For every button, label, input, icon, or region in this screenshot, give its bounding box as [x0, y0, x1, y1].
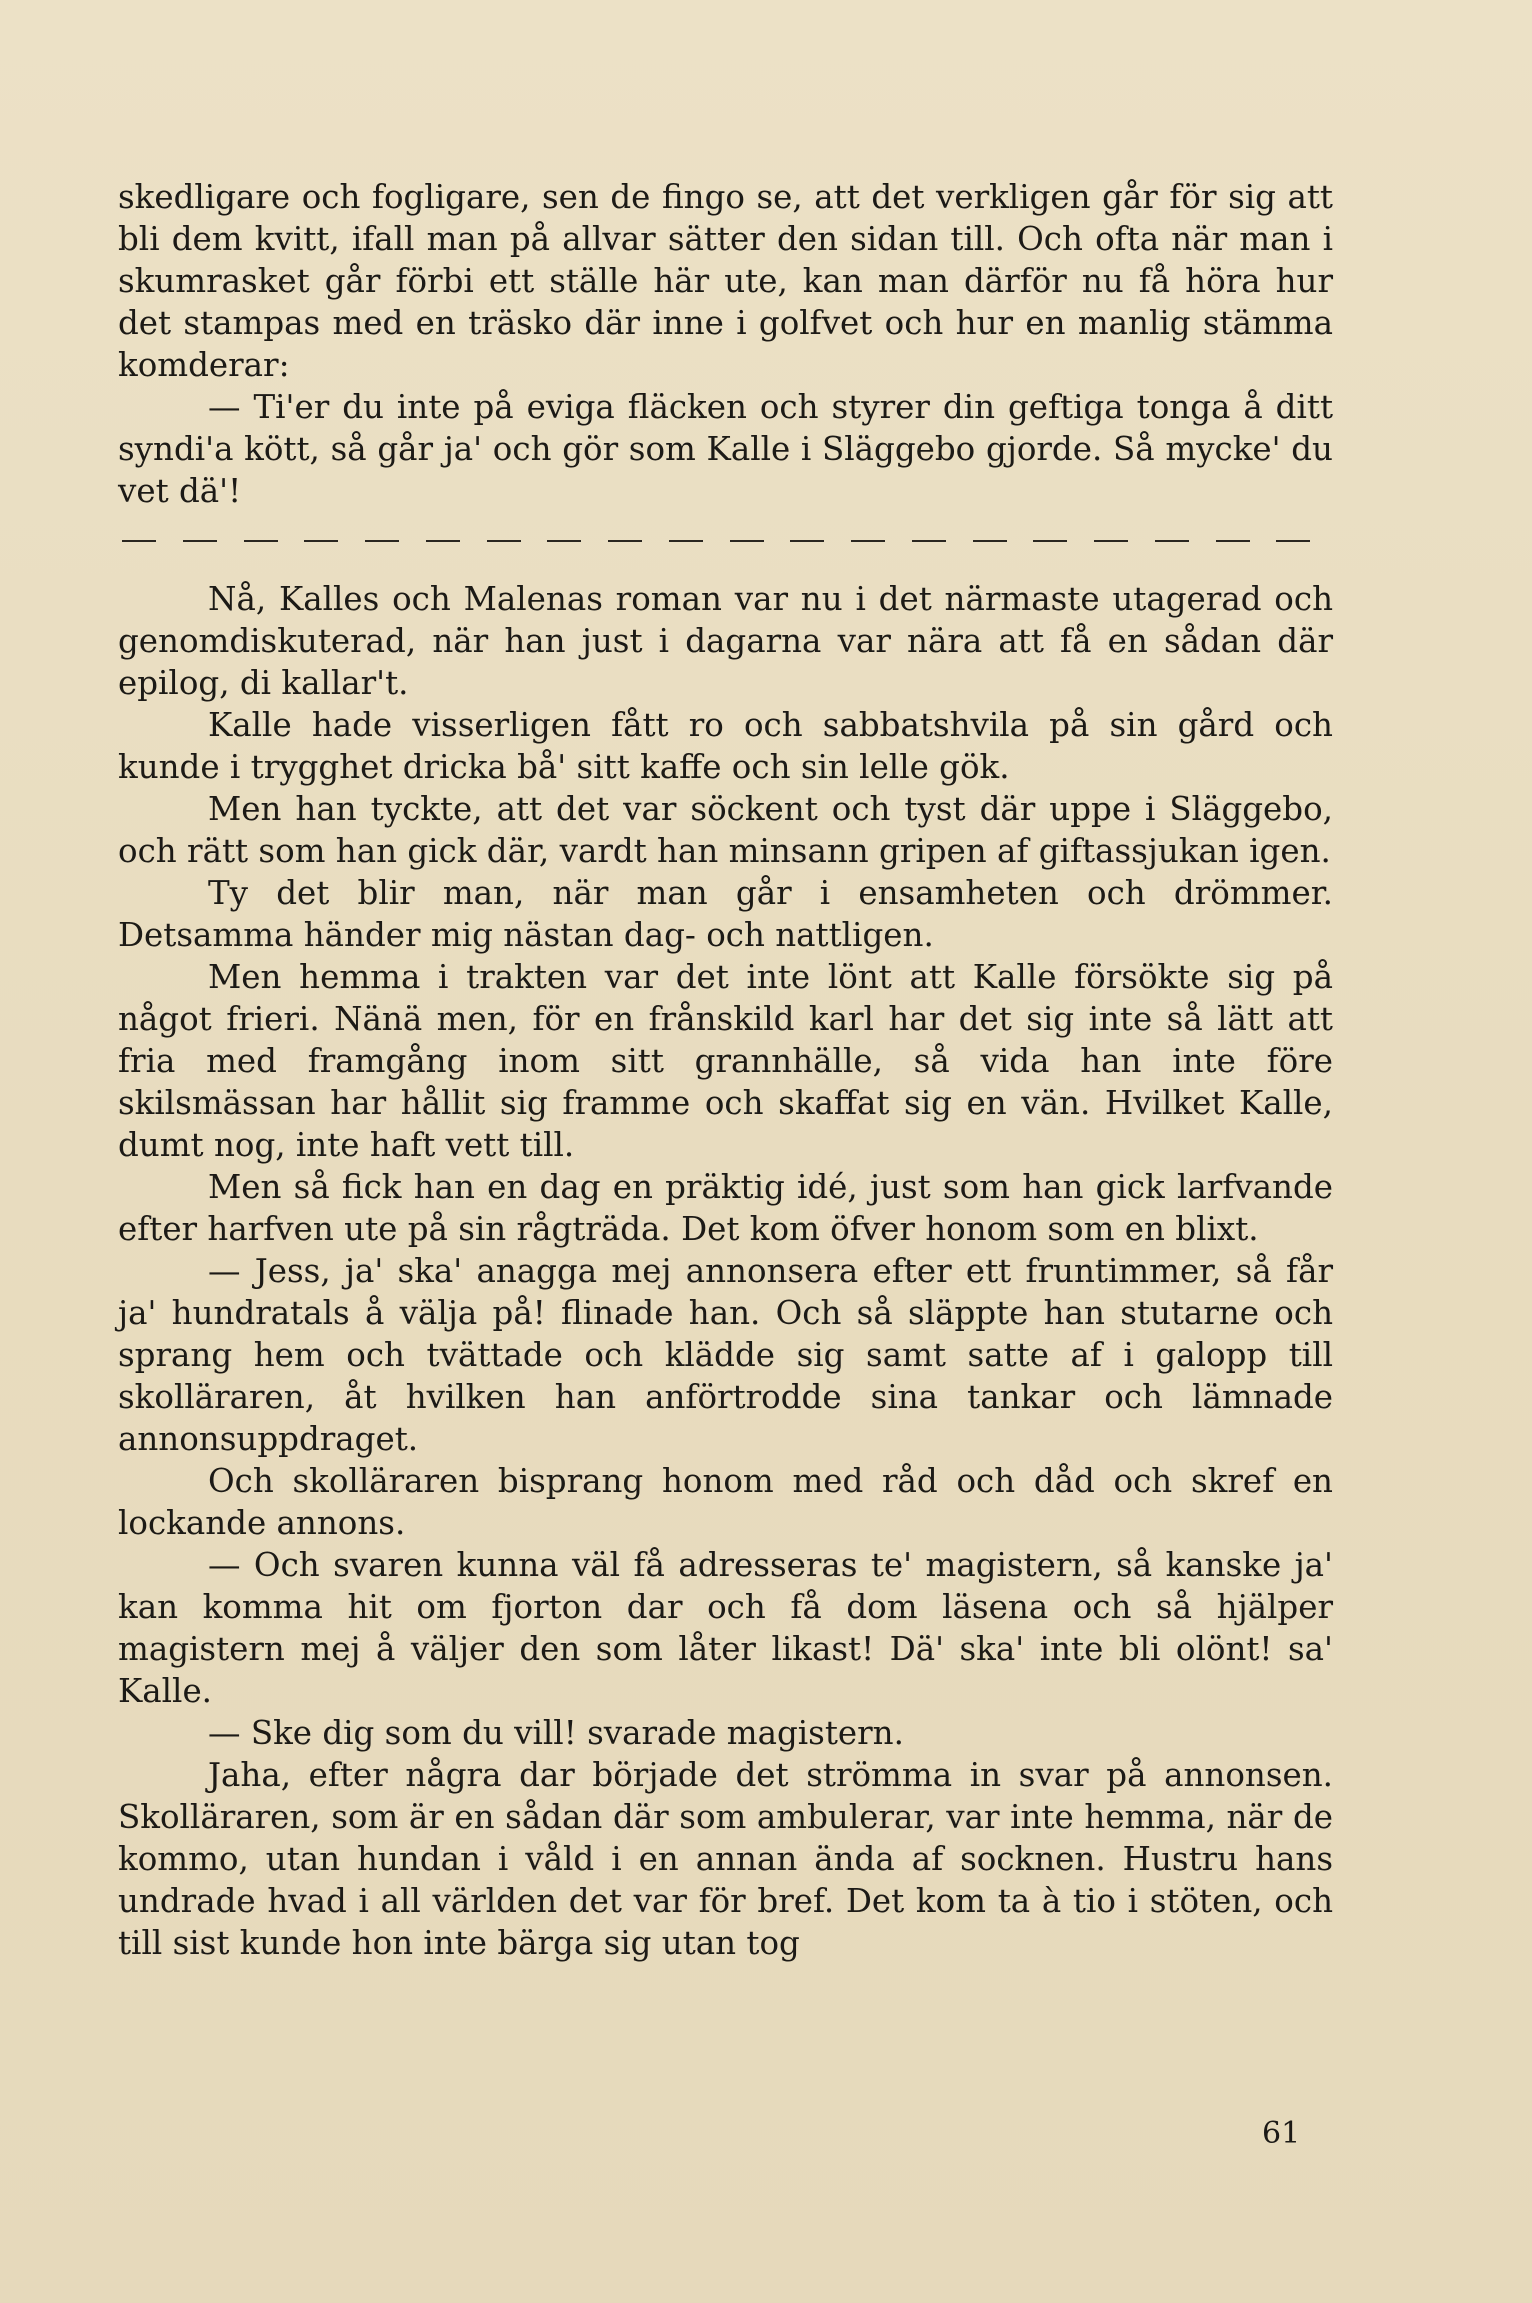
separator-dash — [1155, 540, 1189, 542]
separator-dash — [973, 540, 1007, 542]
separator-dash — [790, 540, 824, 542]
paragraph: Men han tyckte, att det var söckent och tyst där uppe i Släggebo, och rätt som han gick där, vardt han minsann gripen af giftassjukan igen. — [118, 790, 1333, 870]
separator-dash — [244, 540, 278, 542]
paragraph-quote: — Ti'er du inte på eviga fläcken och styrer din geftiga tonga å ditt syndi'a kött, så går ja' och gör som Kalle i Släggebo gjorde. Så mycke' du vet dä'! — [118, 388, 1333, 510]
separator-dash — [608, 540, 642, 542]
paragraph: Men så fick han en dag en präktig idé, just som han gick larfvande efter harfven ute på sin rågträda. Det kom öfver honom som en blixt. — [118, 1168, 1333, 1248]
separator-dash — [1216, 540, 1250, 542]
separator-dash — [487, 540, 521, 542]
separator-dash — [122, 540, 156, 542]
page-body-text — [118, 176, 1333, 1964]
separator-dash — [365, 540, 399, 542]
separator-dash — [426, 540, 460, 542]
section-separator — [118, 518, 1333, 562]
separator-dash — [304, 540, 338, 542]
separator-dash — [851, 540, 885, 542]
separator-dash — [1094, 540, 1128, 542]
separator-dash — [669, 540, 703, 542]
paragraph-quote: — Och svaren kunna väl få adresseras te' magistern, så kanske ja' kan komma hit om fjorton dar och få dom läsena och så hjälper magistern mej å väljer den som låter likast! Dä' ska' inte bli olönt! sa' Kalle. — [118, 1546, 1333, 1710]
paragraph: Nå, Kalles och Malenas roman var nu i det närmaste utagerad och genomdiskuterad, när han just i dagarna var nära att få en sådan där epilog, di kallar't. — [118, 580, 1333, 702]
separator-dash — [730, 540, 764, 542]
separator-dash — [1276, 540, 1310, 542]
paragraph-quote: — Ske dig som du vill! svarade magistern. — [208, 1714, 904, 1752]
page-number: 61 — [1262, 2116, 1301, 2151]
paragraph: Kalle hade visserligen fått ro och sabbatshvila på sin gård och kunde i trygghet dricka bå' sitt kaffe och sin lelle gök. — [118, 706, 1333, 786]
paragraph: Ty det blir man, när man går i ensamheten och drömmer. Detsamma händer mig nästan dag- och nattligen. — [118, 874, 1333, 954]
separator-dash — [183, 540, 217, 542]
separator-dash — [912, 540, 946, 542]
paragraph-continued: skedligare och fogligare, sen de fingo se, att det verkligen går för sig att bli dem kvitt, ifall man på allvar sätter den sidan till. Och ofta när man i skumrasket går förbi ett ställe här ute, kan man därför nu få höra hur det stampas med en träsko där inne i golfvet och hur en manlig stämma komderar: — [118, 178, 1333, 384]
paragraph: Men hemma i trakten var det inte lönt att Kalle försökte sig på något frieri. Nänä men, för en frånskild karl har det sig inte så lätt att fria med framgång inom sitt grannhälle, så vida han inte före skilsmässan har hållit sig framme och skaffat sig en vän. Hvilket Kalle, dumt nog, inte haft vett till. — [118, 958, 1333, 1164]
separator-dash — [547, 540, 581, 542]
paragraph: Jaha, efter några dar började det strömma in svar på annonsen. Skolläraren, som är en sådan där som ambulerar, var inte hemma, när de kommo, utan hundan i våld i en annan ända af socknen. Hustru hans undrade hvad i all världen det var för bref. Det kom ta à tio i stöten, och till sist kunde hon inte bärga sig utan tog — [118, 1756, 1333, 1962]
separator-dash — [1033, 540, 1067, 542]
paragraph-quote: — Jess, ja' ska' anagga mej annonsera efter ett fruntimmer, så får ja' hundratals å välja på! flinade han. Och så släppte han stutarne och sprang hem och tvättade och klädde sig samt satte af i galopp till skolläraren, åt hvilken han anförtrodde sina tankar och lämnade annonsuppdraget. — [118, 1252, 1333, 1458]
paragraph: Och skolläraren bisprang honom med råd och dåd och skref en lockande annons. — [118, 1462, 1333, 1542]
